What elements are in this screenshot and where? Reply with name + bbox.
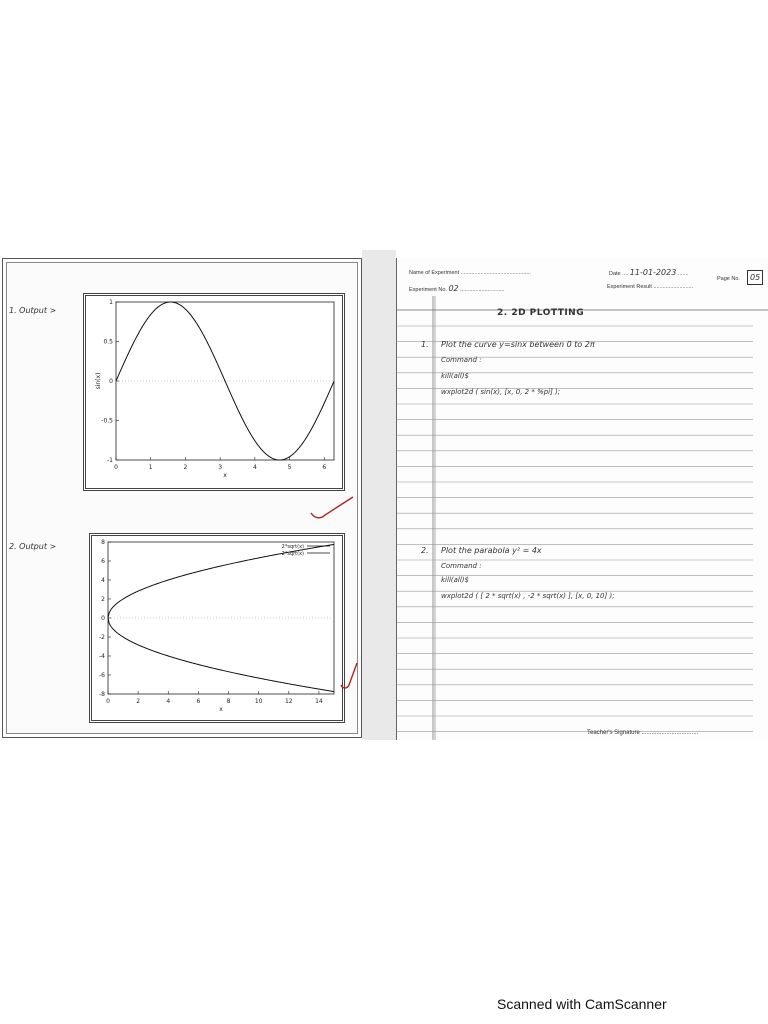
page-title: 2. 2D PLOTTING xyxy=(497,308,585,318)
x-tick-label: 10 xyxy=(254,698,263,705)
series-line-1 xyxy=(116,302,334,460)
x-tick-label: 3 xyxy=(218,464,223,471)
experiment-no-field: Experiment No. 02 ............................. xyxy=(409,284,505,293)
y-tick-label: 8 xyxy=(101,539,105,546)
y-tick-label: -2 xyxy=(99,634,105,641)
legend-entry-1: 2*sqrt(x) xyxy=(281,544,304,550)
x-tick-label: 1 xyxy=(148,464,153,471)
scanner-watermark: Scanned with CamScanner xyxy=(497,996,667,1012)
page-no-label: Page No. xyxy=(717,276,740,282)
y-tick-label: 0 xyxy=(109,378,113,385)
q1-command-label: Command : xyxy=(441,356,482,364)
left-notebook-page xyxy=(2,258,362,738)
sin-plot-frame xyxy=(83,293,345,491)
y-tick-label: -6 xyxy=(99,672,105,679)
sin-plot xyxy=(86,296,342,488)
q2-command-label: Command : xyxy=(441,562,482,570)
x-axis-label: x xyxy=(223,472,227,479)
x-tick-label: 0 xyxy=(106,698,110,705)
x-tick-label: 2 xyxy=(183,464,188,471)
y-tick-label: 6 xyxy=(101,558,105,565)
q1-number: 1. xyxy=(421,340,429,349)
y-tick-label: 1 xyxy=(109,299,113,306)
q2-code-line2: wxplot2d ( [ 2 * sqrt(x) , -2 * sqrt(x) ], [x, 0, 10] ); xyxy=(441,592,615,600)
y-axis-label: sin(x) xyxy=(95,372,102,390)
q2-code-line1: kill(all)$ xyxy=(441,576,469,584)
y-tick-label: 4 xyxy=(101,577,105,584)
x-tick-label: 4 xyxy=(166,698,171,705)
y-tick-label: 0 xyxy=(101,615,105,622)
check-mark-2 xyxy=(339,659,361,695)
experiment-result-label: Experiment Result .......................... xyxy=(607,284,694,290)
q2-text: Plot the parabola y² = 4x xyxy=(441,546,542,555)
q1-text: Plot the curve y=sinx between 0 to 2π xyxy=(441,340,595,349)
output1-label: 1. Output > xyxy=(9,306,57,315)
page-no-box: 05 xyxy=(747,270,763,285)
x-tick-label: 5 xyxy=(287,464,292,471)
teacher-signature-label: Teacher's Signature .................................. xyxy=(587,730,699,736)
series-line-2 xyxy=(108,618,334,692)
output2-label: 2. Output > xyxy=(9,542,57,551)
x-tick-label: 6 xyxy=(322,464,327,471)
x-tick-label: 6 xyxy=(196,698,201,705)
x-tick-label: 4 xyxy=(252,464,257,471)
x-tick-label: 0 xyxy=(114,464,118,471)
right-notebook-page xyxy=(396,258,768,740)
date-field: Date .... 11-01-2023 ....... xyxy=(609,268,689,277)
y-tick-label: -1 xyxy=(107,457,113,464)
y-tick-label: -8 xyxy=(99,691,105,698)
legend-entry-2: -2*sqrt(x) xyxy=(279,551,304,557)
x-tick-label: 8 xyxy=(226,698,231,705)
x-tick-label: 2 xyxy=(136,698,141,705)
experiment-name-label: Name of Experiment .............................................. xyxy=(409,270,531,276)
x-tick-label: 12 xyxy=(284,698,293,705)
y-tick-label: 0.5 xyxy=(103,338,113,346)
check-mark-1 xyxy=(307,493,357,521)
y-tick-label: -4 xyxy=(99,653,105,660)
x-axis-label: x xyxy=(219,706,223,713)
q1-code-line2: wxplot2d ( sin(x), [x, 0, 2 * %pi] ); xyxy=(441,388,561,396)
q1-code-line1: kill(all)$ xyxy=(441,372,469,380)
parabola-plot-frame xyxy=(89,533,345,723)
parabola-plot xyxy=(92,536,342,720)
x-tick-label: 14 xyxy=(315,698,323,705)
y-tick-label: -0.5 xyxy=(101,417,113,425)
q2-number: 2. xyxy=(421,546,429,555)
page-gap xyxy=(362,250,396,740)
y-tick-label: 2 xyxy=(101,596,105,603)
